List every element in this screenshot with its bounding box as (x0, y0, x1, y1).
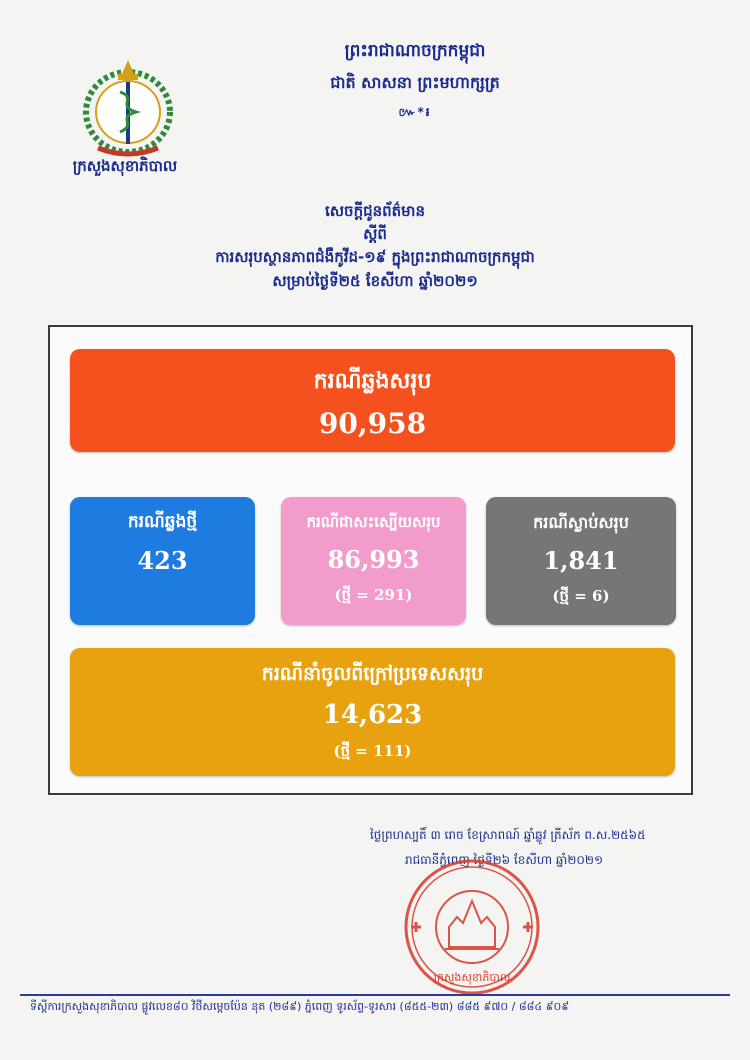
deaths-value: 1,841 (543, 546, 619, 575)
new-cases-value: 423 (137, 546, 188, 575)
imported-cases-label: ករណីនាំចូលពីក្រៅប្រទេសសរុប (261, 663, 484, 685)
total-cases-value: 90,958 (318, 407, 427, 440)
title-line-3: ការសរុបស្ថានភាពជំងឺកូវីដ-១៩ ក្នុងព្រះរាជាណាចក្រកម្ពុជា (215, 248, 535, 266)
total-cases-card (70, 349, 675, 452)
imported-cases-value: 14,623 (322, 700, 423, 730)
recovered-label: ករណីជាសះស្បើយសរុប (306, 513, 441, 531)
title-line-1: សេចក្តីជូនព័ត៌មាន (325, 202, 425, 220)
footer-divider (20, 994, 730, 996)
imported-new-note: (ថ្មី = 111) (333, 742, 412, 760)
stats-panel (48, 325, 693, 795)
deaths-card (486, 497, 676, 625)
deaths-new-note: (ថ្មី = 6) (552, 587, 610, 605)
recovered-new-note: (ថ្មី = 291) (334, 586, 413, 604)
recovered-card (281, 497, 466, 625)
ministry-name: ក្រសួងសុខាភិបាល (72, 157, 178, 175)
title-line-4: សម្រាប់ថ្ងៃទី២៥ ខែសីហា ឆ្នាំ២០២១ (272, 272, 478, 290)
ministry-logo (68, 52, 188, 162)
deaths-label: ករណីស្លាប់សរុប (533, 513, 629, 532)
header-ornament: ៚*៛ (398, 105, 432, 119)
recovered-value: 86,993 (327, 545, 420, 574)
kingdom-heading: ព្រះរាជាណាចក្រកម្ពុជា (344, 41, 486, 61)
footer-address: ទីស្តីការក្រសួងសុខាភិបាល ផ្លូវលេខ៨០ វិថីសម្តេចប៉ែន នុត (២៨៩) ភ្នំពេញ ទូរស័ព្ទ-ទូរសារ (៨៥៥-២៣) ៨៨៥ ៩៧០ / ៨៨៤ ៩០៩ (30, 1000, 570, 1013)
total-cases-label: ករណីឆ្លងសរុប (313, 369, 432, 394)
title-line-2: ស្តីពី (363, 225, 387, 243)
imported-cases-card (70, 648, 675, 776)
new-cases-label: ករណីឆ្លងថ្មី (127, 512, 198, 532)
new-cases-card (70, 497, 255, 625)
seal-text: ក្រសួងសុខាភិបាល (433, 971, 511, 984)
national-motto: ជាតិ សាសនា ព្រះមហាក្សត្រ (330, 73, 500, 92)
lunar-date: ថ្ងៃព្រហស្បតិ៍ ៣ រោច ខែស្រាពណ៍ ឆ្នាំឆ្លូវ ត្រីស័ក ព.ស.២៥៦៥ (370, 828, 646, 842)
gregorian-date: រាជធានីភ្នំពេញ ថ្ងៃទី២៦ ខែសីហា ឆ្នាំ២០២១ (405, 853, 604, 867)
official-seal-stamp (397, 857, 547, 997)
